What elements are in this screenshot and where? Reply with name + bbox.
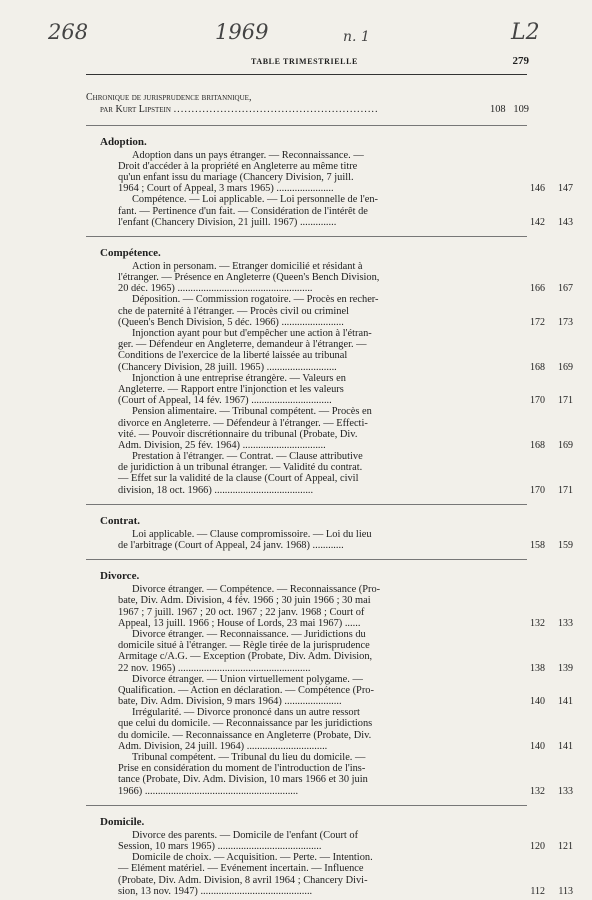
entry-line: tance (Probate, Div. Adm. Division, 10 mars 1966 et 30 juin bbox=[118, 774, 368, 786]
page-ref-a: 168 bbox=[530, 361, 545, 373]
page-ref-b: 133 bbox=[558, 785, 573, 797]
entry-line: 1964 ; Court of Appeal, 3 mars 1965) ...................... bbox=[118, 183, 334, 195]
section-heading: Contrat. bbox=[100, 514, 141, 527]
index-entry bbox=[118, 451, 573, 496]
entry-line: 20 déc. 1965) .................................................... bbox=[118, 283, 313, 295]
page-ref-b: 173 bbox=[558, 316, 573, 328]
section-heading: Compétence. bbox=[100, 246, 161, 259]
section-divider bbox=[86, 504, 527, 505]
entry-line: Compétence. — Loi applicable. — Loi personnelle de l'en- bbox=[132, 194, 378, 206]
entry-line: bate, Div. Adm. Division, 4 fév. 1966 ; 30 juin 1966 ; 30 mai bbox=[118, 595, 371, 607]
entry-line: Prise en considération du moment de l'introduction de l'ins- bbox=[118, 763, 366, 775]
entry-line: ger. — Défendeur en Angleterre, demandeur à l'étranger. — bbox=[118, 339, 367, 351]
page-ref-a: 168 bbox=[530, 439, 545, 451]
entry-line: che de paternité à l'étranger. — Procès civil ou criminel bbox=[118, 305, 349, 317]
entry-line: Divorce étranger. — Compétence. — Reconnaissance (Pro- bbox=[132, 584, 381, 596]
page-ref-b: 147 bbox=[558, 183, 573, 195]
entry-line: l'enfant (Chancery Division, 21 juill. 1967) .............. bbox=[118, 216, 337, 228]
entry-line: de l'arbitrage (Court of Appeal, 24 janv. 1968) ............ bbox=[118, 540, 344, 552]
entry-line: Domicile de choix. — Acquisition. — Perte. — Intention. bbox=[132, 852, 373, 864]
entry-pages bbox=[513, 317, 573, 328]
page-ref-b: 171 bbox=[558, 484, 573, 496]
entry-line: 1966) ........................................................... bbox=[118, 785, 299, 797]
entry-line: bate, Div. Adm. Division, 9 mars 1964) ...................... bbox=[118, 696, 342, 708]
section-heading: Divorce. bbox=[100, 570, 140, 583]
index-entry bbox=[118, 294, 573, 328]
page-ref-a: 170 bbox=[530, 484, 545, 496]
index-entry bbox=[118, 673, 573, 708]
section-divider bbox=[86, 805, 527, 806]
index-entry bbox=[118, 829, 573, 852]
entry-pages bbox=[513, 886, 573, 897]
index-content bbox=[86, 92, 573, 897]
page-ref-a: 140 bbox=[530, 696, 545, 708]
page-ref-a: 138 bbox=[530, 662, 545, 674]
entry-line: Qualification. — Action en déclaration. — Compétence (Pro- bbox=[118, 684, 374, 696]
page-ref-a: 132 bbox=[530, 785, 545, 797]
page-ref-b: 169 bbox=[558, 439, 573, 451]
entry-line: (Probate, Div. Adm. Division, 8 avril 1964 ; Chancery Divi- bbox=[118, 874, 368, 886]
entry-line: du domicile. — Reconnaissance en Angleterre (Probate, Div. bbox=[118, 729, 372, 741]
page-ref-b: 133 bbox=[558, 617, 573, 629]
page-ref-b: 171 bbox=[558, 395, 573, 407]
section-heading: Adoption. bbox=[100, 135, 147, 148]
page-ref-b: 141 bbox=[558, 740, 573, 752]
index-entry bbox=[118, 852, 573, 897]
section-heading: Domicile. bbox=[100, 815, 145, 828]
page-ref-a: 108 bbox=[490, 104, 506, 116]
index-entry bbox=[118, 328, 573, 373]
entry-line: 1967 ; 7 juill. 1967 ; 20 oct. 1967 ; 22 janv. 1968 ; Court of bbox=[118, 606, 365, 618]
index-entry bbox=[118, 149, 573, 195]
page-ref-b: 109 bbox=[513, 104, 529, 116]
top-entry-title: Chronique de jurisprudence britannique, bbox=[86, 92, 252, 103]
entry-pages bbox=[513, 841, 573, 852]
entry-line: Tribunal compétent. — Tribunal du lieu du domicile. — bbox=[132, 752, 366, 764]
entry-line: Armitage c/A.G. — Exception (Probate, Div. Adm. Division, bbox=[118, 651, 373, 663]
entry-line: Pension alimentaire. — Tribunal compétent. — Procès en bbox=[132, 406, 372, 418]
page-ref-a: 120 bbox=[530, 840, 545, 852]
entry-line: vité. — Pouvoir discrétionnaire du tribunal (Probate, Div. bbox=[118, 428, 358, 440]
page-ref-a: 146 bbox=[530, 183, 545, 195]
entry-line: Adm. Division, 24 juill. 1964) ............................... bbox=[118, 740, 328, 752]
entry-line: Conditions de l'exercice de la liberté laissée au tribunal bbox=[118, 350, 348, 362]
page-ref-a: 170 bbox=[530, 395, 545, 407]
page-ref-b: 159 bbox=[558, 540, 573, 552]
section-divider bbox=[86, 125, 527, 126]
entry-pages bbox=[513, 540, 573, 551]
entry-line: Prestation à l'étranger. — Contrat. — Clause attributive bbox=[132, 451, 363, 463]
entry-line: Injonction ayant pour but d'empêcher une action à l'étran- bbox=[132, 328, 372, 340]
handwritten-note-year: 1969 bbox=[215, 20, 269, 44]
entry-line: Adoption dans un pays étranger. — Reconnaissance. — bbox=[132, 149, 364, 161]
entry-line: Session, 10 mars 1965) ........................................ bbox=[118, 840, 322, 852]
entry-line: Injonction à une entreprise étrangère. — Valeurs en bbox=[132, 372, 346, 384]
entry-pages bbox=[513, 786, 573, 797]
entry-pages bbox=[513, 485, 573, 496]
page-ref-a: 142 bbox=[530, 216, 545, 228]
header-rule bbox=[86, 74, 527, 75]
entry-line: Droit d'accéder à la propriété en Angleterre au même titre bbox=[118, 160, 358, 172]
entry-line: (Queen's Bench Division, 5 déc. 1966) ........................ bbox=[118, 316, 344, 328]
entry-line: Appeal, 13 juill. 1966 ; House of Lords, 23 mai 1967) ...... bbox=[118, 617, 361, 629]
top-entry bbox=[86, 92, 527, 117]
entry-line: Divorce des parents. — Domicile de l'enfant (Court of bbox=[132, 829, 359, 841]
top-entry-pages bbox=[490, 104, 529, 116]
index-entry bbox=[118, 752, 573, 797]
entry-line: — Elément matériel. — Evénement incertain. — Influence bbox=[118, 863, 364, 875]
handwritten-note-right: L2 bbox=[511, 20, 540, 45]
handwritten-note-left: 268 bbox=[48, 20, 89, 44]
page-ref-a: 166 bbox=[530, 283, 545, 295]
entry-line: Divorce étranger. — Union virtuellement polygame. — bbox=[132, 673, 363, 685]
handwritten-note-ref: n. 1 bbox=[343, 29, 370, 45]
page-ref-a: 172 bbox=[530, 316, 545, 328]
entry-line: division, 18 oct. 1966) ...................................... bbox=[118, 484, 314, 496]
page-ref-b: 141 bbox=[558, 696, 573, 708]
page-ref-a: 140 bbox=[530, 740, 545, 752]
top-entry-author: par Kurt Lipstein bbox=[100, 104, 171, 116]
index-entry bbox=[118, 528, 573, 552]
entry-pages bbox=[513, 395, 573, 406]
entry-pages bbox=[513, 362, 573, 373]
entry-line: Loi applicable. — Clause compromissoire. — Loi du lieu bbox=[132, 528, 372, 540]
top-entry-author-row: par Kurt Lipstein ......................................................... 108 109 bbox=[100, 104, 529, 116]
page-ref-b: 167 bbox=[558, 283, 573, 295]
sections-container bbox=[86, 135, 573, 897]
entry-line: 22 nov. 1965) ................................................... bbox=[118, 662, 311, 674]
entry-line: Adm. Division, 25 fév. 1964) ................................ bbox=[118, 439, 326, 451]
page-ref-a: 132 bbox=[530, 617, 545, 629]
entry-line: divorce en Angleterre. — Défendeur à l'étranger. — Effecti- bbox=[118, 417, 368, 429]
entry-line: de juridiction à un tribunal étranger. — Validité du contrat. bbox=[118, 462, 363, 474]
entry-line: que celui du domicile. — Reconnaissance par les juridictions bbox=[118, 718, 373, 730]
running-title: TABLE TRIMESTRIELLE bbox=[251, 57, 358, 66]
entry-line: qu'un enfant issu du mariage (Chancery Division, 7 juill. bbox=[118, 171, 354, 183]
index-entry bbox=[118, 260, 573, 295]
entry-line: domicile situé à l'étranger. — Règle tirée de la jurisprudence bbox=[118, 640, 370, 652]
entry-pages bbox=[513, 741, 573, 752]
page-ref-b: 169 bbox=[558, 361, 573, 373]
entry-pages bbox=[513, 663, 573, 674]
section-divider bbox=[86, 236, 527, 237]
page-ref-a: 158 bbox=[530, 540, 545, 552]
index-entry bbox=[118, 372, 573, 407]
entry-line: Déposition. — Commission rogatoire. — Procès en recher- bbox=[132, 294, 379, 306]
entry-pages bbox=[513, 217, 573, 228]
page-ref-b: 143 bbox=[558, 216, 573, 228]
index-entry bbox=[118, 406, 573, 451]
entry-line: (Chancery Division, 28 juill. 1965) ........................... bbox=[118, 361, 337, 373]
entry-pages bbox=[513, 440, 573, 451]
index-entry bbox=[118, 194, 573, 228]
entry-line: sion, 13 nov. 1947) ........................................... bbox=[118, 885, 313, 897]
index-entry bbox=[118, 707, 573, 752]
entry-line: Angleterre. — Rapport entre l'injonction et les valeurs bbox=[118, 383, 344, 395]
entry-pages bbox=[513, 183, 573, 194]
index-entry bbox=[118, 628, 573, 674]
entry-line: l'étranger. — Présence en Angleterre (Queen's Bench Division, bbox=[118, 272, 380, 284]
entry-line: — Effet sur la validité de la clause (Court of Appeal, civil bbox=[118, 473, 359, 485]
entry-pages bbox=[513, 283, 573, 294]
entry-line: Action in personam. — Etranger domicilié et résidant à bbox=[132, 260, 363, 272]
entry-pages bbox=[513, 618, 573, 629]
page-number: 279 bbox=[512, 55, 529, 67]
section-divider bbox=[86, 559, 527, 560]
page-ref-a: 112 bbox=[530, 885, 545, 897]
entry-line: fant. — Pertinence d'un fait. — Considération de l'intérêt de bbox=[118, 205, 368, 217]
entry-line: Divorce étranger. — Reconnaissance. — Juridictions du bbox=[132, 628, 366, 640]
entry-line: (Court of Appeal, 14 fév. 1967) ............................... bbox=[118, 395, 332, 407]
entry-pages bbox=[513, 696, 573, 707]
page-ref-b: 139 bbox=[558, 662, 573, 674]
page-ref-b: 113 bbox=[558, 885, 573, 897]
entry-line: Irrégularité. — Divorce prononcé dans un autre ressort bbox=[132, 707, 360, 719]
index-entry bbox=[118, 584, 573, 629]
page-ref-b: 121 bbox=[558, 840, 573, 852]
